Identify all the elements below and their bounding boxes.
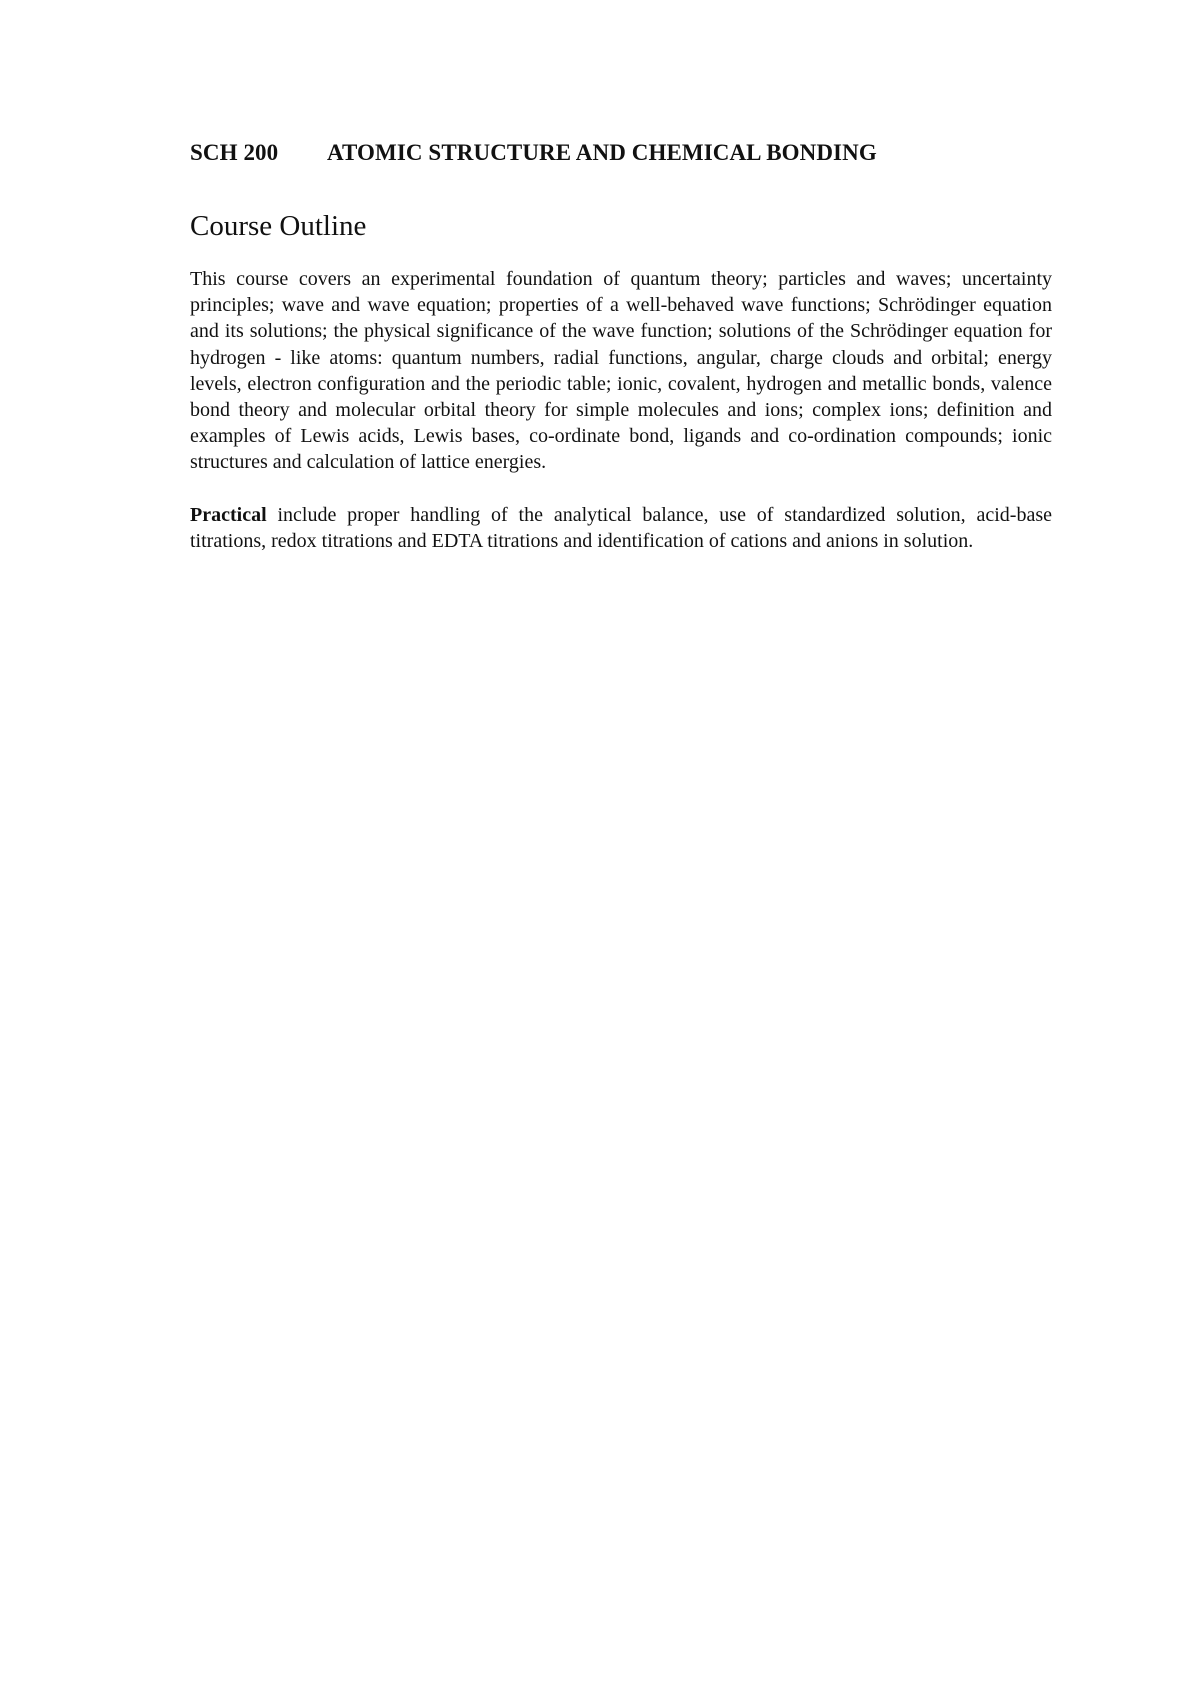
course-title-line xyxy=(190,138,1052,168)
document-content xyxy=(190,138,1052,554)
practical-paragraph xyxy=(190,502,1052,554)
course-title: ATOMIC STRUCTURE AND CHEMICAL BONDING xyxy=(327,140,877,165)
outline-paragraph: This course covers an experimental foundation of quantum theory; particles and waves; uncertainty principles; wave and wave equation; properties of a well-behaved wave functions; Schrödinger equation and its solutions; the physical significance of the wave function; solutions of the Schrödinger equation for hydrogen - like atoms: quantum numbers, radial functions, angular, charge clouds and orbital; energy levels, electron configuration and the periodic table; ionic, covalent, hydrogen and metallic bonds, valence bond theory and molecular orbital theory for simple molecules and ions; complex ions; definition and examples of Lewis acids, Lewis bases, co-ordinate bond, ligands and co-ordination compounds; ionic structures and calculation of lattice energies. xyxy=(190,268,1052,474)
practical-text: include proper handling of the analytical balance, use of standardized solution, acid-base titrations, redox titrations and EDTA titrations and identification of cations and anions in solution. xyxy=(190,503,1052,552)
practical-lead: Practical xyxy=(190,503,267,526)
section-heading: Course Outline xyxy=(190,210,367,242)
course-code: SCH 200 xyxy=(190,140,279,165)
